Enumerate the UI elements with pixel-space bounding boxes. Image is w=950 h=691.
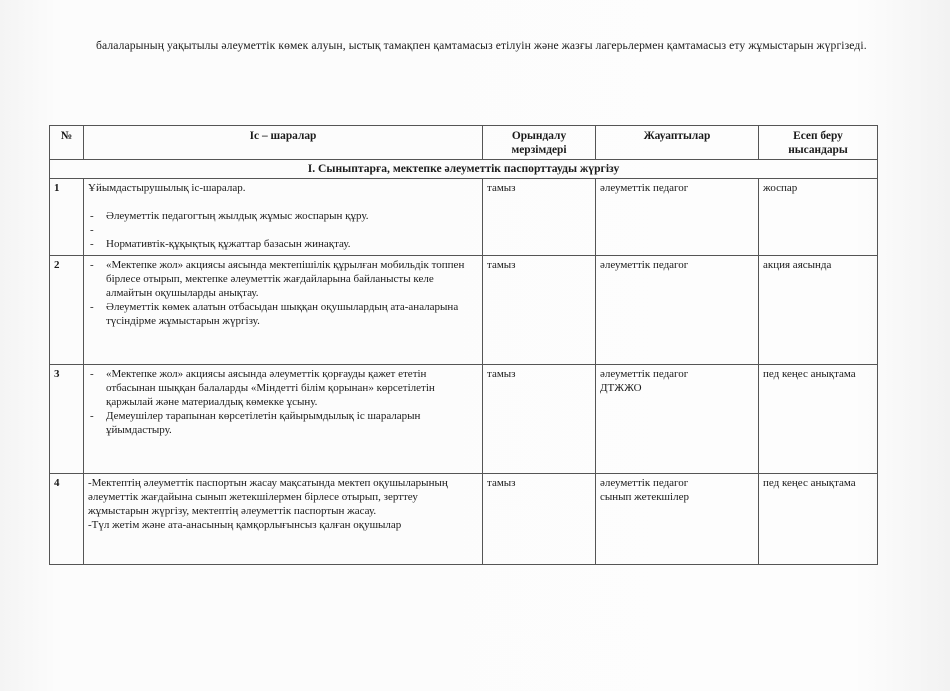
- row-responsible: [596, 365, 759, 474]
- row-num: 2: [50, 256, 84, 365]
- row-deadline: тамыз: [483, 179, 596, 256]
- table-row: [50, 474, 878, 565]
- row-activities: [84, 179, 483, 256]
- table-header-row: [50, 126, 878, 160]
- list-item: - «Мектепке жол» акциясы аясында мектепішілік құрылған мобильдік топпен бірлесе отырып, мектепке әлеуметтік жағдайларына байланысты келе алмайтын оқушыларды анықтау.: [88, 258, 478, 300]
- row-report: пед кеңес анықтама: [759, 365, 878, 474]
- row-num: 4: [50, 474, 84, 565]
- activity-paragraph: -Мектептің әлеуметтік паспортын жасау мақсатында мектеп оқушыларының әлеуметтік жағдайына сынып жетекшілермен бірлесе отырып, зерттеу жұмыстарын жүргізу, мектептің әлеуметтік паспортын жасау.: [88, 477, 448, 517]
- list-item: - Әлеуметтік педагогтың жылдық жұмыс жоспарын құру.: [88, 209, 478, 223]
- row-report: акция аясында: [759, 256, 878, 365]
- list-item: - «Мектепке жол» акциясы аясында әлеуметтік қорғауды қажет ететін отбасынан шыққан балаларды «Міндетті білім қорынан» көрсетілетін қаржылай және материалдық көмекке ұсыну.: [88, 367, 478, 409]
- list-item: - Нормативтік-құқықтық құжаттар базасын жинақтау.: [88, 237, 478, 251]
- responsible-line: әлеуметтік педагог: [600, 477, 689, 489]
- table-row: [50, 256, 878, 365]
- row-activities: [84, 256, 483, 365]
- list-item: - Демеушілер тарапынан көрсетілетін қайырымдылық іс шараларын ұйымдастыру.: [88, 409, 478, 437]
- responsible-line: сынып жетекшілер: [600, 491, 689, 503]
- header-activities: Іс – шаралар: [84, 126, 483, 160]
- row-responsible: [596, 256, 759, 365]
- activity-list: [88, 209, 478, 251]
- responsible-line: әлеуметтік педагог: [600, 368, 689, 380]
- row-num: 1: [50, 179, 84, 256]
- row-report: жоспар: [759, 179, 878, 256]
- activity-list: [88, 258, 478, 328]
- header-report: Есеп беру нысандары: [759, 126, 878, 160]
- responsible-line: әлеуметтік педагог: [600, 182, 689, 194]
- row-responsible: [596, 474, 759, 565]
- header-num: №: [50, 126, 84, 160]
- row-deadline: тамыз: [483, 365, 596, 474]
- responsible-line: ДТЖЖО: [600, 382, 642, 394]
- table-row: [50, 179, 878, 256]
- list-item: - Әлеуметтік көмек алатын отбасыдан шыққан оқушылардың ата-аналарына түсіндірме жұмыстарын жүргізу.: [88, 300, 478, 328]
- header-deadline: Орындалу мерзімдері: [483, 126, 596, 160]
- intro-paragraph: балаларының уақытылы әлеуметтік көмек алуын, ыстық тамақпен қамтамасыз етілуін және жазғы лагерьлермен қамтамасыз ету жұмыстарын жүргізеді.: [96, 39, 867, 52]
- row-activities: [84, 365, 483, 474]
- table-row: [50, 365, 878, 474]
- section-title: І. Сыныптарға, мектепке әлеуметтік паспорттауды жүргізу: [50, 160, 878, 179]
- activity-paragraph: -Түл жетім және ата-анасының қамқорлығынсыз қалған оқушылар: [88, 519, 402, 531]
- responsible-line: әлеуметтік педагог: [600, 259, 689, 271]
- activity-list: [88, 367, 478, 437]
- row-deadline: тамыз: [483, 474, 596, 565]
- header-responsible: Жауаптылар: [596, 126, 759, 160]
- row-report: пед кеңес анықтама: [759, 474, 878, 565]
- section-row: [50, 160, 878, 179]
- row-lead: Ұйымдастырушылық іс-шаралар.: [88, 182, 246, 194]
- row-num: 3: [50, 365, 84, 474]
- row-activities: [84, 474, 483, 565]
- activity-plan-table: [49, 125, 878, 565]
- row-deadline: тамыз: [483, 256, 596, 365]
- row-responsible: [596, 179, 759, 256]
